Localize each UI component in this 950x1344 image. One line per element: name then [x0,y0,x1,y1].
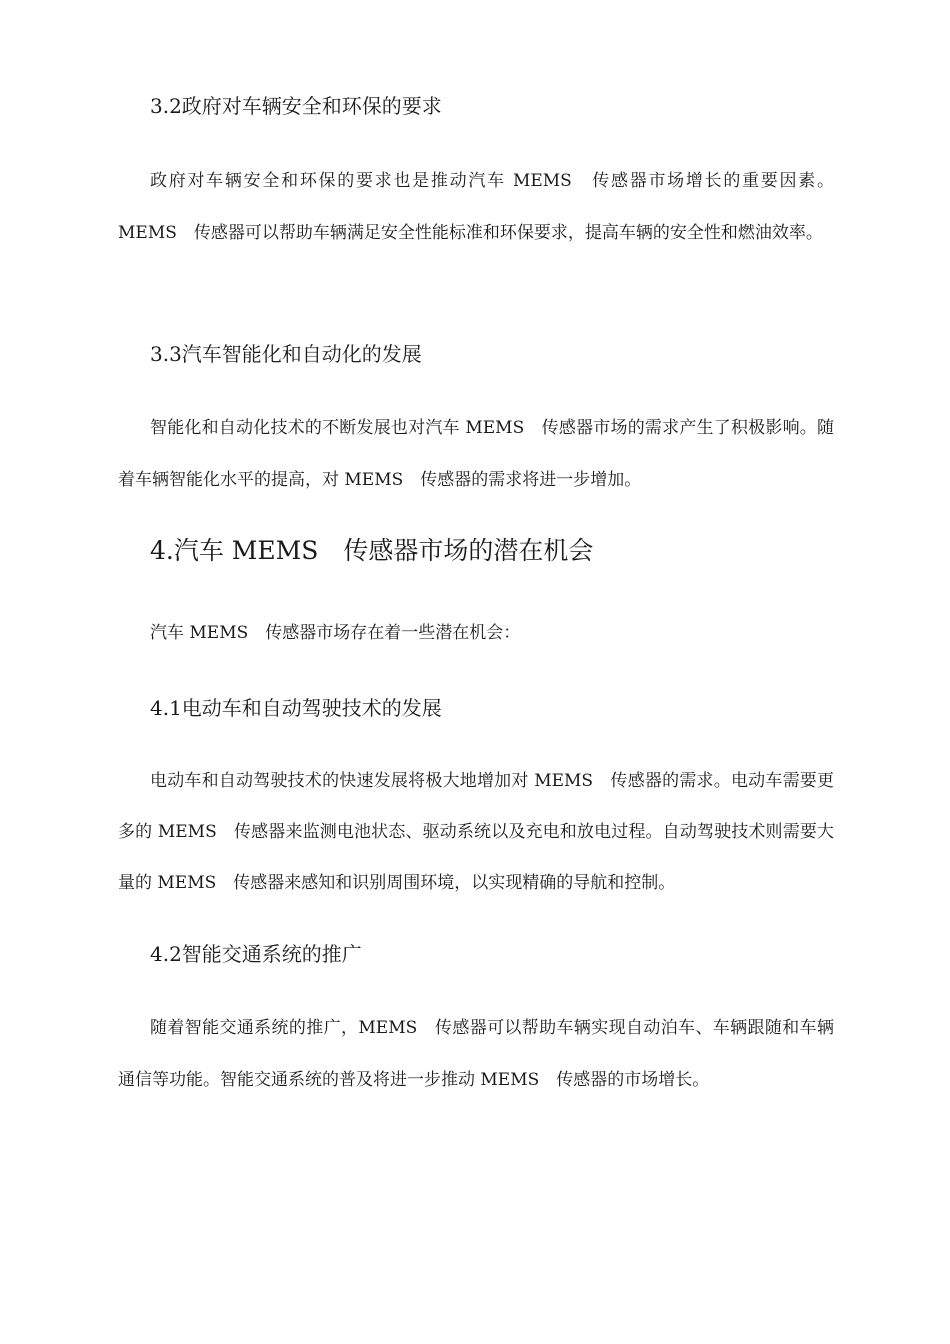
paragraph-4-2: 随着智能交通系统的推广，MEMS 传感器可以帮助车辆实现自动泊车、车辆跟随和车辆通信等功能。智能交通系统的普及将进一步推动 MEMS 传感器的市场增长。 [118,1018,834,1090]
section-heading-3-3: 3.3汽车智能化和自动化的发展 [150,342,422,366]
paragraph-4-1: 电动车和自动驾驶技术的快速发展将极大地增加对 MEMS 传感器的需求。电动车需要更多的 MEMS 传感器来监测电池状态、驱动系统以及充电和放电过程。自动驾驶技术则需要大量的 MEMS 传感器来感知和识别周围环境，以实现精确的导航和控制。 [118,771,834,893]
section-heading-4-2: 4.2智能交通系统的推广 [150,942,362,966]
section-heading-4: 4.汽车 MEMS 传感器市场的潜在机会 [150,536,594,565]
section-heading-4-1: 4.1电动车和自动驾驶技术的发展 [150,696,442,720]
paragraph-3-2: 政府对车辆安全和环保的要求也是推动汽车 MEMS 传感器市场增长的重要因素。MEMS 传感器可以帮助车辆满足安全性能标准和环保要求，提高车辆的安全性和燃油效率。 [118,171,834,243]
section-heading-3-2: 3.2政府对车辆安全和环保的要求 [150,94,442,118]
paragraph-3-3: 智能化和自动化技术的不断发展也对汽车 MEMS 传感器市场的需求产生了积极影响。随着车辆智能化水平的提高，对 MEMS 传感器的需求将进一步增加。 [118,418,834,490]
paragraph-4: 汽车 MEMS 传感器市场存在着一些潜在机会： [150,623,521,643]
